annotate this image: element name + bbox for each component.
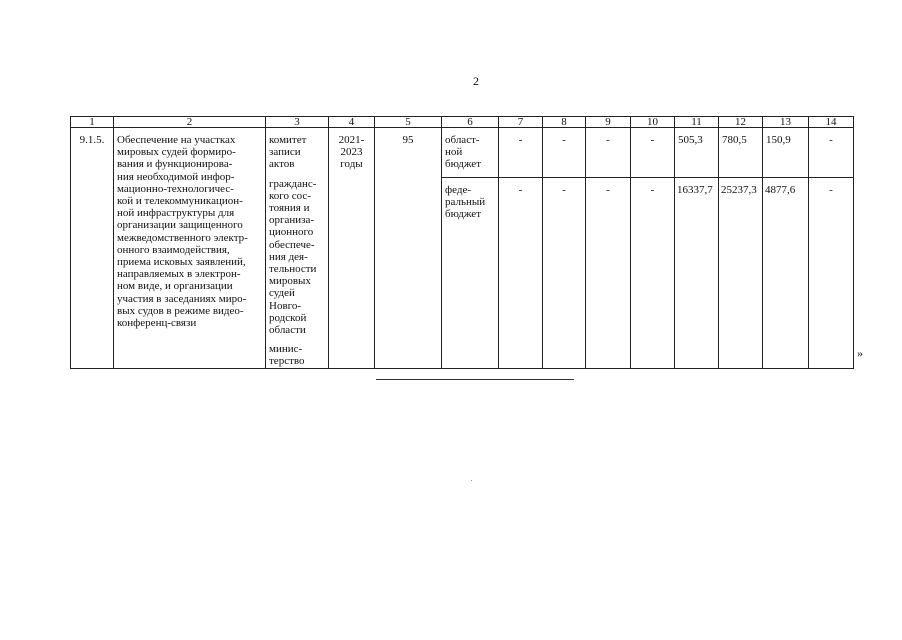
text-line: направляемых в электрон- [117,268,241,281]
source-cell [442,178,499,369]
value-cell: 505,3 [675,128,719,178]
item-number-cell [71,128,114,369]
text-line: ной [445,146,463,159]
text-line: организации защищенного [117,219,243,232]
value-cell: - [809,128,854,178]
text-line: ной инфраструктуры для [117,207,235,220]
text-line: 2023 [340,146,363,159]
column-header: 11 [675,117,719,128]
column-header: 8 [543,117,586,128]
years [332,134,371,171]
text-line: ральный [445,196,486,209]
text-line: област- [445,134,480,146]
footer-rule [376,379,574,380]
column-header: 4 [329,117,375,128]
value-cell: - [631,178,675,369]
text-line: мировых судей формиро- [117,146,236,159]
text-line: Обеспечение на участках [117,134,236,146]
text-line: тельности [269,262,317,275]
text-line: судей [269,287,295,300]
column-header: 2 [114,117,266,128]
text-line: вых судов в режиме видео- [117,304,244,317]
text-line: кого сос- [269,189,311,202]
scan-speck [471,480,472,481]
text-line: кой и телекоммуникацион- [117,195,243,208]
text-line: онного взаимодействия, [117,243,230,256]
column-header: 3 [266,117,329,128]
executor-committee-cont [269,178,325,337]
text-line: тояния и [269,201,310,214]
item-description-cell [114,128,266,369]
value-cell: - [809,178,854,369]
text-line: мировых [269,275,311,288]
text-line: конференц-связи [117,317,197,330]
item-description [117,134,262,329]
text-line: гражданс- [269,177,317,190]
text-line: родской [269,311,307,324]
text-line: области [269,323,306,336]
text-line: комитет [269,134,307,146]
column-header: 14 [809,117,854,128]
executor-ministry [269,343,325,367]
source-cell [442,128,499,178]
value-cell: - [586,178,631,369]
text-line: вания и функционирова- [117,158,233,171]
text-line: минис- [269,343,303,356]
value-cell: 16337,7 [675,178,719,369]
value-cell: - [586,128,631,178]
value-cell: 780,5 [719,128,763,178]
executor-cell [266,178,329,369]
page-number: 2 [473,74,479,88]
column-header: 13 [763,117,809,128]
years-cell [329,128,375,369]
text-line: ном виде, и организации [117,280,233,293]
value-cell: 4877,6 [763,178,809,369]
table-row [71,128,854,178]
text-line: обеспече- [269,238,315,251]
text-line: ния дея- [269,250,308,263]
value-cell: - [631,128,675,178]
text-line: терство [269,355,305,368]
value-cell: - [543,128,586,178]
text-line: 2021- [338,134,365,146]
text-line: бюджет [445,158,481,171]
text-line: бюджет [445,208,481,221]
source-name [445,184,495,221]
item-number: 9.1.5. [79,134,105,146]
column-header: 6 [442,117,499,128]
executor-cell [266,128,329,178]
value-cell: 25237,3 [719,178,763,369]
text-line: ния необходимой инфор- [117,170,235,183]
value-cell: - [499,178,543,369]
executor-committee [269,134,325,171]
program-table [70,116,854,369]
column-header: 12 [719,117,763,128]
value-cell: 150,9 [763,128,809,178]
text-line: годы [340,158,363,171]
column-header: 1 [71,117,114,128]
source-name [445,134,495,171]
value-cell: - [543,178,586,369]
text-line: актов [269,158,295,171]
text-line: записи [269,146,301,159]
target-value: 95 [402,134,414,146]
text-line: межведомственного электр- [117,231,248,244]
text-line: Новго- [269,299,302,312]
text-line: организа- [269,214,315,227]
column-number-row [71,117,854,128]
column-header: 5 [375,117,442,128]
text-line: феде- [445,184,472,196]
text-line: мационно-технологичес- [117,182,234,195]
target-cell [375,128,442,369]
closing-quote: » [857,346,863,360]
text-line: участия в заседаниях миро- [117,292,247,305]
column-header: 10 [631,117,675,128]
value-cell: - [499,128,543,178]
column-header: 7 [499,117,543,128]
text-line: приема исковых заявлений, [117,256,246,269]
column-header: 9 [586,117,631,128]
text-line: ционного [269,226,314,239]
